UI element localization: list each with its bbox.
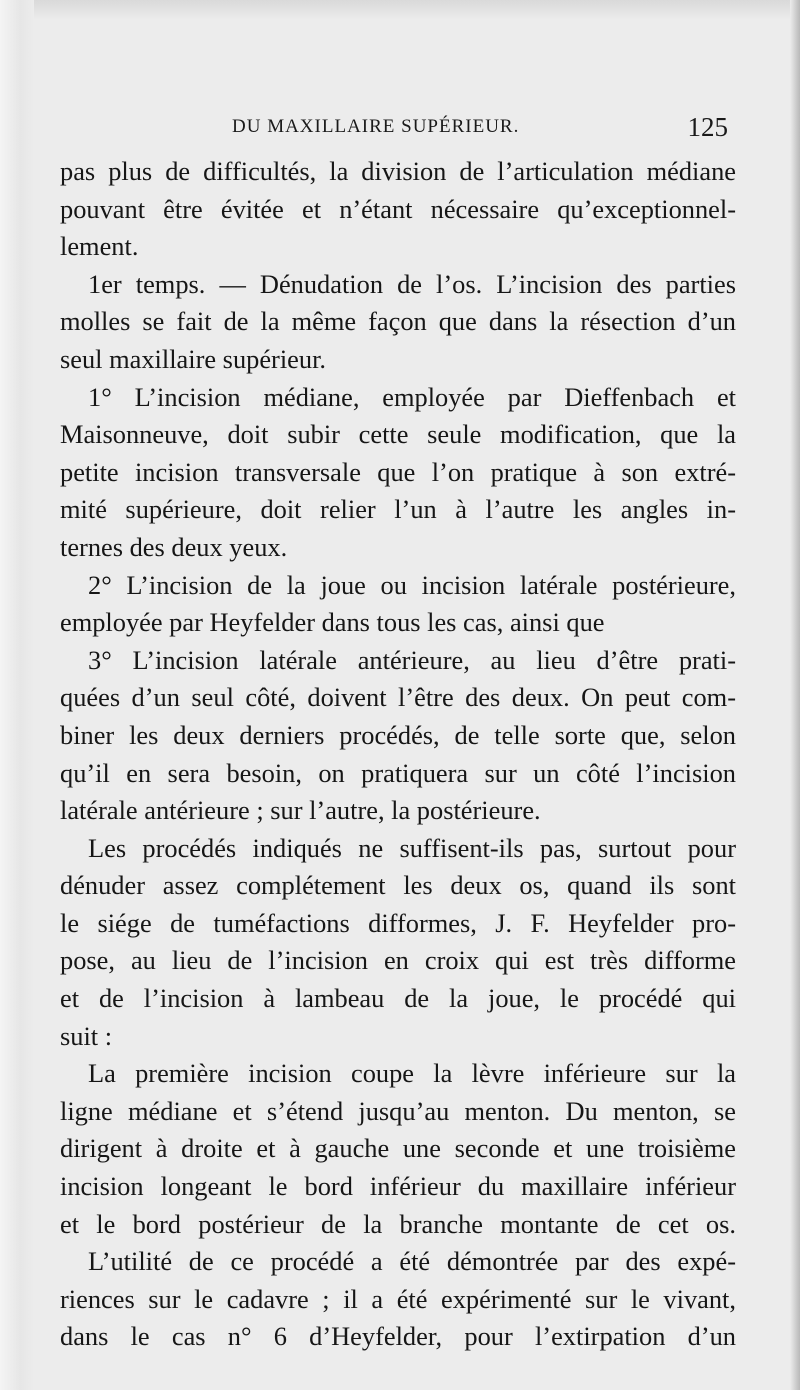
- running-header: [60, 112, 728, 144]
- text-line: riences sur le cadavre ; il a été expérimenté sur le vivant,: [60, 1283, 736, 1314]
- text-line: et le bord postérieur de la branche montante de cet os.: [60, 1208, 736, 1239]
- text-line: L’utilité de ce procédé a été démontrée par des expé-: [88, 1246, 736, 1277]
- text-line: La première incision coupe la lèvre inférieure sur la: [88, 1058, 736, 1089]
- text-line: dirigent à droite et à gauche une seconde et une troisième: [60, 1133, 736, 1164]
- text-line: latérale antérieure ; sur l’autre, la postérieure.: [60, 795, 541, 826]
- text-line: 1er temps. — Dénudation de l’os. L’incision des parties: [88, 268, 736, 299]
- page-gutter: [0, 0, 34, 1390]
- text-line: ternes des deux yeux.: [60, 531, 288, 562]
- text-line: 2° L’incision de la joue ou incision latérale postérieure,: [88, 569, 736, 600]
- text-line: dénuder assez complétement les deux os, quand ils sont: [60, 870, 736, 901]
- text-line: mité supérieure, doit relier l’un à l’autre les angles in-: [60, 494, 736, 525]
- text-line: pose, au lieu de l’incision en croix qui est très difforme: [60, 945, 736, 976]
- text-line: 1° L’incision médiane, employée par Dieffenbach et: [88, 381, 736, 412]
- text-line: pouvant être évitée et n’étant nécessaire qu’exceptionnel-: [60, 193, 736, 224]
- text-line: ligne médiane et s’étend jusqu’au menton. Du menton, se: [60, 1095, 736, 1126]
- text-line: employée par Heyfelder dans tous les cas, ainsi que: [60, 607, 605, 638]
- text-line: seul maxillaire supérieur.: [60, 343, 327, 374]
- text-line: quées d’un seul côté, doivent l’être des deux. On peut com-: [60, 682, 736, 713]
- text-line: biner les deux derniers procédés, de telle sorte que, selon: [60, 719, 736, 750]
- text-line: molles se fait de la même façon que dans la résection d’un: [60, 306, 736, 337]
- text-line: pas plus de difficultés, la division de l’articulation médiane: [60, 156, 736, 186]
- text-line: Les procédés indiqués ne suffisent-ils pas, surtout pour: [88, 832, 736, 863]
- body-text: [60, 153, 736, 1356]
- text-line: suit :: [60, 1020, 113, 1051]
- text-line: qu’il en sera besoin, on pratiquera sur un côté l’incision: [60, 757, 736, 788]
- text-line: dans le cas n° 6 d’Heyfelder, pour l’extirpation d’un: [60, 1321, 736, 1352]
- text-line: Maisonneuve, doit subir cette seule modification, que la: [60, 419, 736, 450]
- text-line: le siége de tuméfactions difformes, J. F. Heyfelder pro-: [60, 907, 736, 938]
- text-line: lement.: [60, 231, 139, 262]
- text-line: petite incision transversale que l’on pratique à son extré-: [60, 456, 736, 487]
- text-line: incision longeant le bord inférieur du maxillaire inférieur: [60, 1171, 736, 1202]
- running-title: DU MAXILLAIRE SUPÉRIEUR.: [232, 116, 520, 137]
- text-line: 3° L’incision latérale antérieure, au lieu d’être prati-: [88, 644, 736, 675]
- text-line: et de l’incision à lambeau de la joue, le procédé qui: [60, 983, 736, 1014]
- page-right-edge: [790, 0, 800, 1390]
- page-top-shadow: [0, 0, 800, 20]
- page-number: 125: [687, 112, 728, 142]
